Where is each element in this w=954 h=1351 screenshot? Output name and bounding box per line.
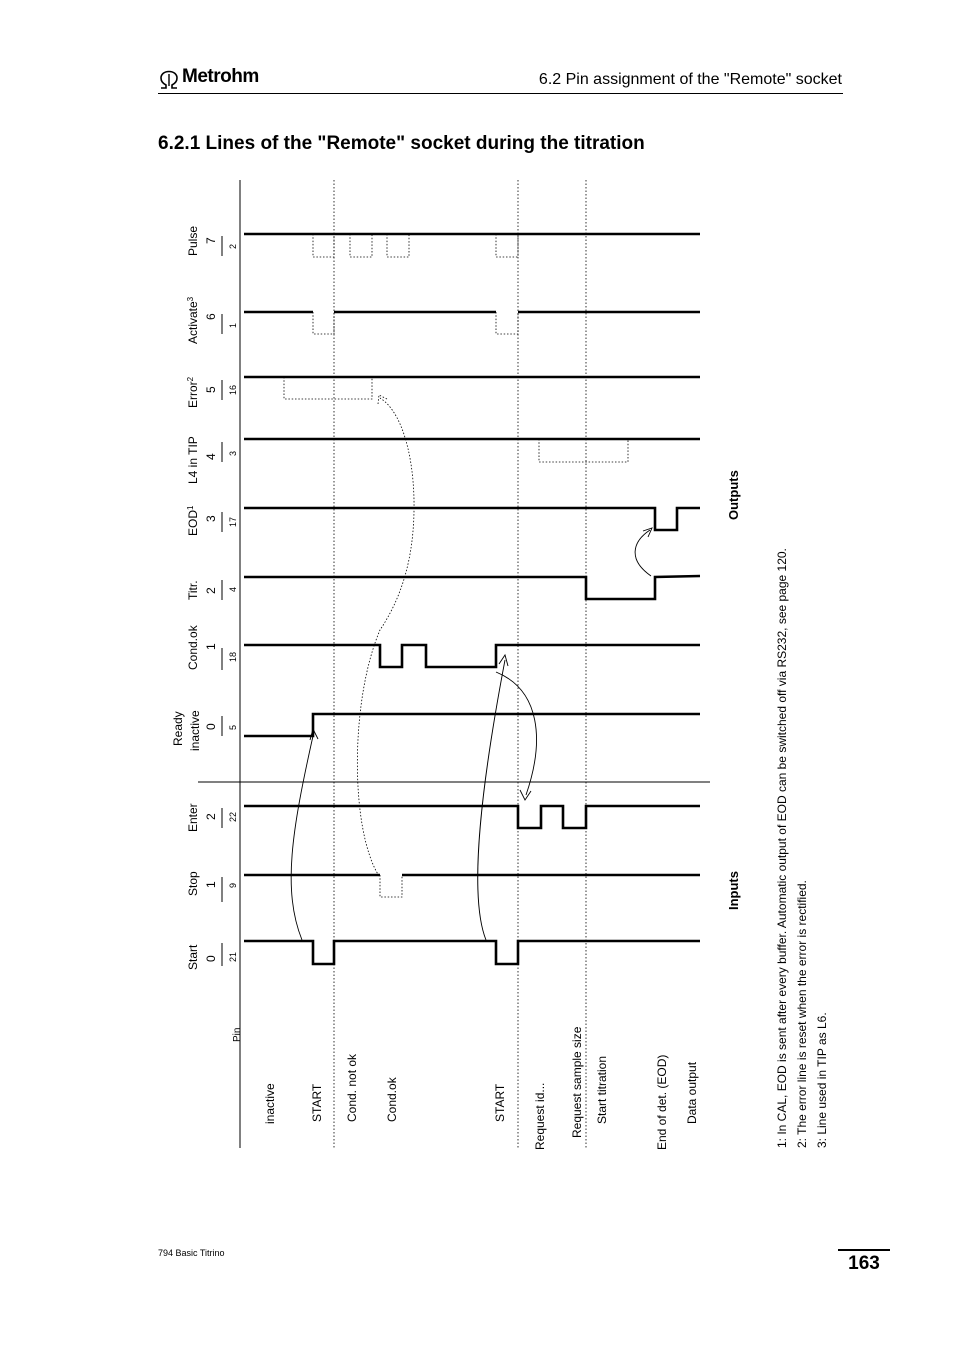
waveforms [244,234,700,964]
signal-label-l4-in-tip: L4 in TIP [186,436,200,484]
pin-header: Pin [232,1027,243,1042]
state-label: Data output [685,1061,699,1124]
state-label: Request sample size [570,1026,584,1138]
svg-text:5: 5 [204,386,218,393]
svg-text:0: 0 [204,723,218,730]
footnotes [775,548,829,1148]
svg-text:5: 5 [228,724,238,730]
state-label: inactive [263,1083,277,1124]
svg-text:6: 6 [204,313,218,320]
svg-text:1: 1 [204,881,218,888]
phase-guides [334,180,586,1148]
state-label: Request id... [533,1082,547,1150]
state-label: Cond. not ok [345,1053,359,1122]
svg-text:inactive: inactive [188,710,202,751]
state-label: Cond.ok [385,1077,399,1122]
svg-text:4: 4 [204,453,218,460]
svg-text:22: 22 [228,811,238,822]
svg-text:9: 9 [228,882,238,888]
brand-name: Metrohm [182,66,259,87]
waveform-enter [244,806,700,828]
waveform-start [244,941,700,964]
svg-text:4: 4 [228,586,238,592]
signal-label-eod: EOD$^1$ [186,505,200,536]
transition-arrows [291,528,652,940]
svg-text:17: 17 [228,516,238,527]
state-label: End of det. (EOD) [655,1054,669,1150]
svg-text:3: 3 [204,515,218,522]
header-title: 6.2 Pin assignment of the "Remote" socket [538,71,842,88]
signal-label-titr: Titr. [186,580,200,600]
state-label: START [310,1083,324,1122]
signal-label-stop: Stop [186,871,200,896]
inputs-label: Inputs [726,871,741,910]
svg-text:1: 1 [228,322,238,328]
signal-label-cond-ok: Cond.ok [186,625,200,670]
svg-text:18: 18 [228,651,238,662]
footer-document-name: 794 Basic Titrino [158,1248,225,1258]
footnote: 1: In CAL, EOD is sent after every buffer. Automatic output of EOD can be switched off via RS232, see page 120. [775,548,789,1148]
signal-label-enter: Enter [186,803,200,832]
outputs-label: Outputs [726,470,741,520]
svg-text:1: 1 [204,643,218,650]
svg-text:7: 7 [204,237,218,244]
svg-text:0: 0 [204,955,218,962]
signal-label-error: Error$^2$ [186,376,200,408]
signal-labels [171,226,238,970]
svg-text:2: 2 [204,587,218,594]
footnote: 2: The error line is reset when the error is rectified. [795,880,809,1148]
state-label: Start titration [595,1055,609,1124]
svg-text:3: 3 [228,450,238,456]
signal-label-pulse: Pulse [186,225,200,256]
waveform-cond-ok [244,645,700,667]
waveform-eod [244,508,700,530]
svg-text:16: 16 [228,384,238,395]
waveform-titr [244,576,700,599]
section-heading: 6.2.1 Lines of the "Remote" socket during the titration [158,133,645,154]
optional-pulses [284,234,628,897]
signal-label-ready: Ready [171,711,185,746]
signal-label-activate: Activate$^3$ [186,296,200,344]
svg-text:21: 21 [228,951,238,962]
svg-text:2: 2 [204,813,218,820]
page-number: 163 [838,1249,890,1277]
signal-label-start: Start [186,944,200,970]
footnote: 3: Line used in TIP as L6. [815,1012,829,1148]
svg-text:2: 2 [228,243,238,249]
state-label: START [493,1083,507,1122]
state-labels [263,1026,699,1150]
